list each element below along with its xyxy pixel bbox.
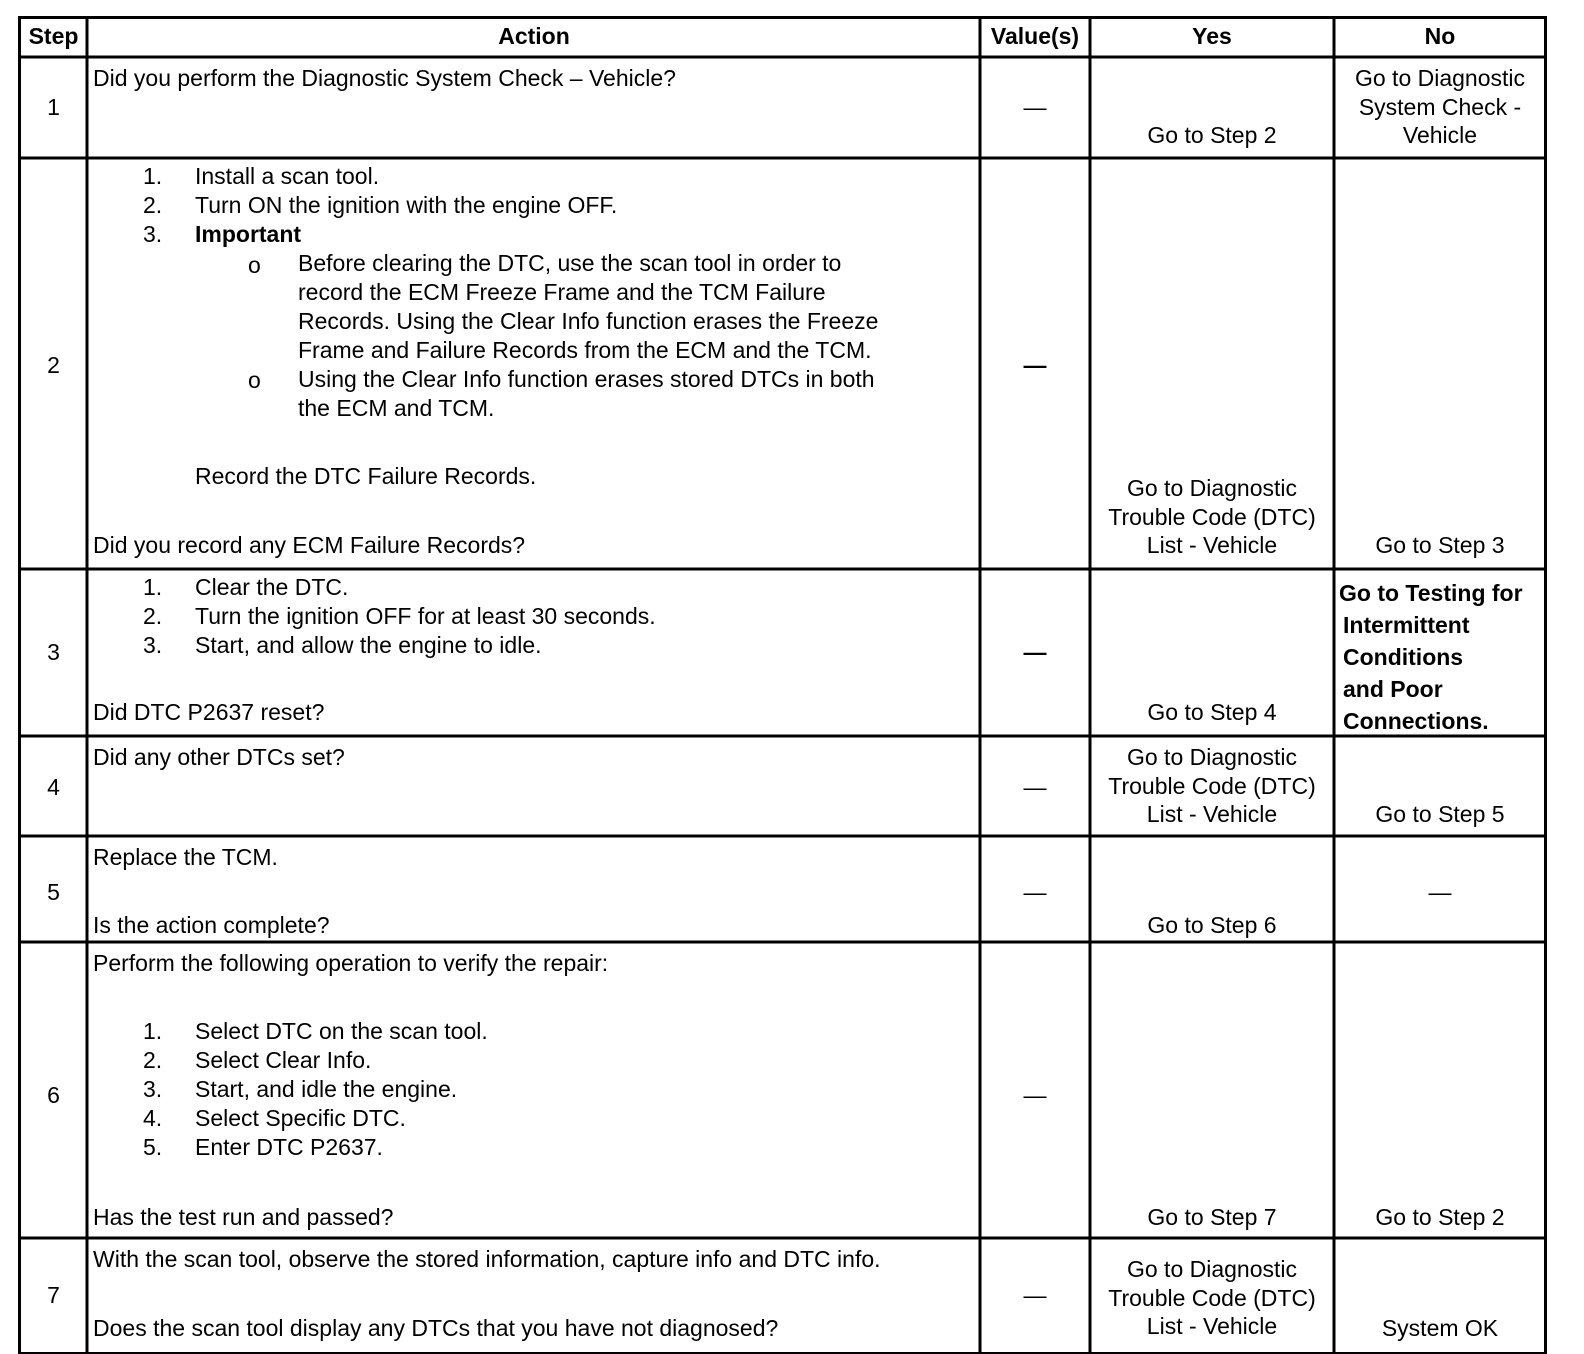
list-number: 2. [143, 192, 163, 218]
no-link[interactable] [1334, 64, 1546, 150]
header-no: No [1424, 23, 1456, 49]
no-line: Intermittent [1343, 612, 1470, 638]
yes-link[interactable]: Go to Step 4 [1147, 699, 1277, 725]
list-number: 1. [143, 163, 163, 189]
yes-link[interactable] [1090, 1255, 1334, 1341]
header-step: Step [28, 23, 79, 49]
value-dash: — [1023, 1082, 1047, 1108]
yes-line: Trouble Code (DTC) [1108, 772, 1316, 799]
no-line: System Check - [1358, 93, 1522, 120]
bullet-line: Records. Using the Clear Info function erases the Freeze [298, 308, 879, 334]
list-item: Select Specific DTC. [195, 1105, 406, 1131]
action-text: Did any other DTCs set? [93, 744, 345, 770]
step-number: 2 [47, 352, 60, 378]
header-action: Action [498, 23, 570, 49]
list-number: 3. [143, 1076, 163, 1102]
step-number: 6 [47, 1082, 60, 1108]
list-item: Clear the DTC. [195, 574, 349, 600]
yes-link[interactable] [1090, 743, 1334, 829]
list-number: 3. [143, 632, 163, 658]
no-link[interactable] [1339, 577, 1544, 737]
yes-line: Trouble Code (DTC) [1108, 1284, 1316, 1311]
value-dash: — [1023, 879, 1047, 905]
header-values: Value(s) [990, 23, 1080, 49]
value-dash: — [1023, 94, 1047, 120]
no-line: Go to Diagnostic [1354, 65, 1526, 91]
step-number: 5 [47, 879, 60, 905]
list-number: 1. [143, 1018, 163, 1044]
list-item: Enter DTC P2637. [195, 1134, 383, 1160]
action-intro: Perform the following operation to verify the repair: [93, 950, 609, 976]
bullet-marker: o [248, 252, 261, 278]
question-text: Does the scan tool display any DTCs that you have not diagnosed? [93, 1315, 779, 1341]
yes-line: List - Vehicle [1146, 532, 1278, 559]
yes-line: List - Vehicle [1146, 801, 1278, 828]
no-line: Vehicle [1402, 122, 1478, 149]
list-item: Select DTC on the scan tool. [195, 1018, 488, 1044]
yes-line: Trouble Code (DTC) [1108, 503, 1316, 530]
yes-link[interactable]: Go to Step 6 [1147, 912, 1277, 938]
step-number: 7 [47, 1282, 60, 1308]
action-text: Did you perform the Diagnostic System Check – Vehicle? [93, 65, 676, 91]
bullet-line: Before clearing the DTC, use the scan tool in order to [298, 250, 842, 276]
list-number: 5. [143, 1134, 163, 1160]
step-number: 1 [47, 94, 60, 120]
list-item: Select Clear Info. [195, 1047, 372, 1073]
bullet-line: the ECM and TCM. [298, 395, 495, 421]
list-number: 2. [143, 1047, 163, 1073]
bullet-line: Frame and Failure Records from the ECM and the TCM. [298, 337, 872, 363]
value-dash: — [1023, 1282, 1047, 1308]
yes-line: List - Vehicle [1146, 1313, 1278, 1340]
value-dash: — [1023, 352, 1047, 378]
list-number: 4. [143, 1105, 163, 1131]
no-link[interactable]: Go to Step 3 [1375, 532, 1505, 558]
yes-link[interactable]: Go to Step 2 [1147, 122, 1277, 148]
value-dash: — [1023, 639, 1047, 665]
list-item: Turn the ignition OFF for at least 30 seconds. [195, 603, 656, 629]
question-text: Has the test run and passed? [93, 1204, 394, 1230]
no-link[interactable]: System OK [1381, 1315, 1499, 1341]
no-link[interactable]: Go to Step 5 [1375, 801, 1505, 827]
action-body [88, 949, 980, 1234]
list-item: Start, and allow the engine to idle. [195, 632, 542, 658]
step-number: 3 [47, 639, 60, 665]
question-text: Did DTC P2637 reset? [93, 699, 325, 725]
list-item: Turn ON the ignition with the engine OFF. [195, 192, 618, 218]
no-line: Conditions [1343, 644, 1464, 670]
no-line: and Poor [1343, 676, 1443, 702]
no-link[interactable]: Go to Step 2 [1375, 1204, 1505, 1230]
bullet-line: Using the Clear Info function erases stored DTCs in both [298, 366, 875, 392]
no-line: Go to Testing for [1339, 580, 1523, 606]
question-text: Is the action complete? [93, 912, 330, 938]
yes-link[interactable]: Go to Step 7 [1147, 1204, 1277, 1230]
action-body [88, 162, 980, 567]
list-item: Install a scan tool. [195, 163, 380, 189]
yes-line: Go to Diagnostic [1126, 475, 1298, 501]
yes-line: Go to Diagnostic [1126, 744, 1298, 770]
note-text: Record the DTC Failure Records. [195, 463, 537, 489]
step-number: 4 [47, 774, 60, 800]
list-number: 3. [143, 221, 163, 247]
no-dash: — [1428, 879, 1452, 905]
list-number: 2. [143, 603, 163, 629]
action-body [88, 573, 980, 733]
question-text: Did you record any ECM Failure Records? [93, 532, 526, 558]
bullet-line: record the ECM Freeze Frame and the TCM Failure [298, 279, 826, 305]
action-text: With the scan tool, observe the stored information, capture info and DTC info. [93, 1246, 881, 1272]
action-text: Replace the TCM. [93, 844, 278, 870]
list-item: Start, and idle the engine. [195, 1076, 458, 1102]
no-line: Connections. [1343, 708, 1489, 734]
value-dash: — [1023, 774, 1047, 800]
yes-line: Go to Diagnostic [1126, 1256, 1298, 1282]
bullet-marker: o [248, 367, 261, 393]
important-label: Important [195, 221, 302, 247]
list-number: 1. [143, 574, 163, 600]
header-yes: Yes [1192, 23, 1232, 49]
yes-link[interactable] [1090, 474, 1334, 560]
